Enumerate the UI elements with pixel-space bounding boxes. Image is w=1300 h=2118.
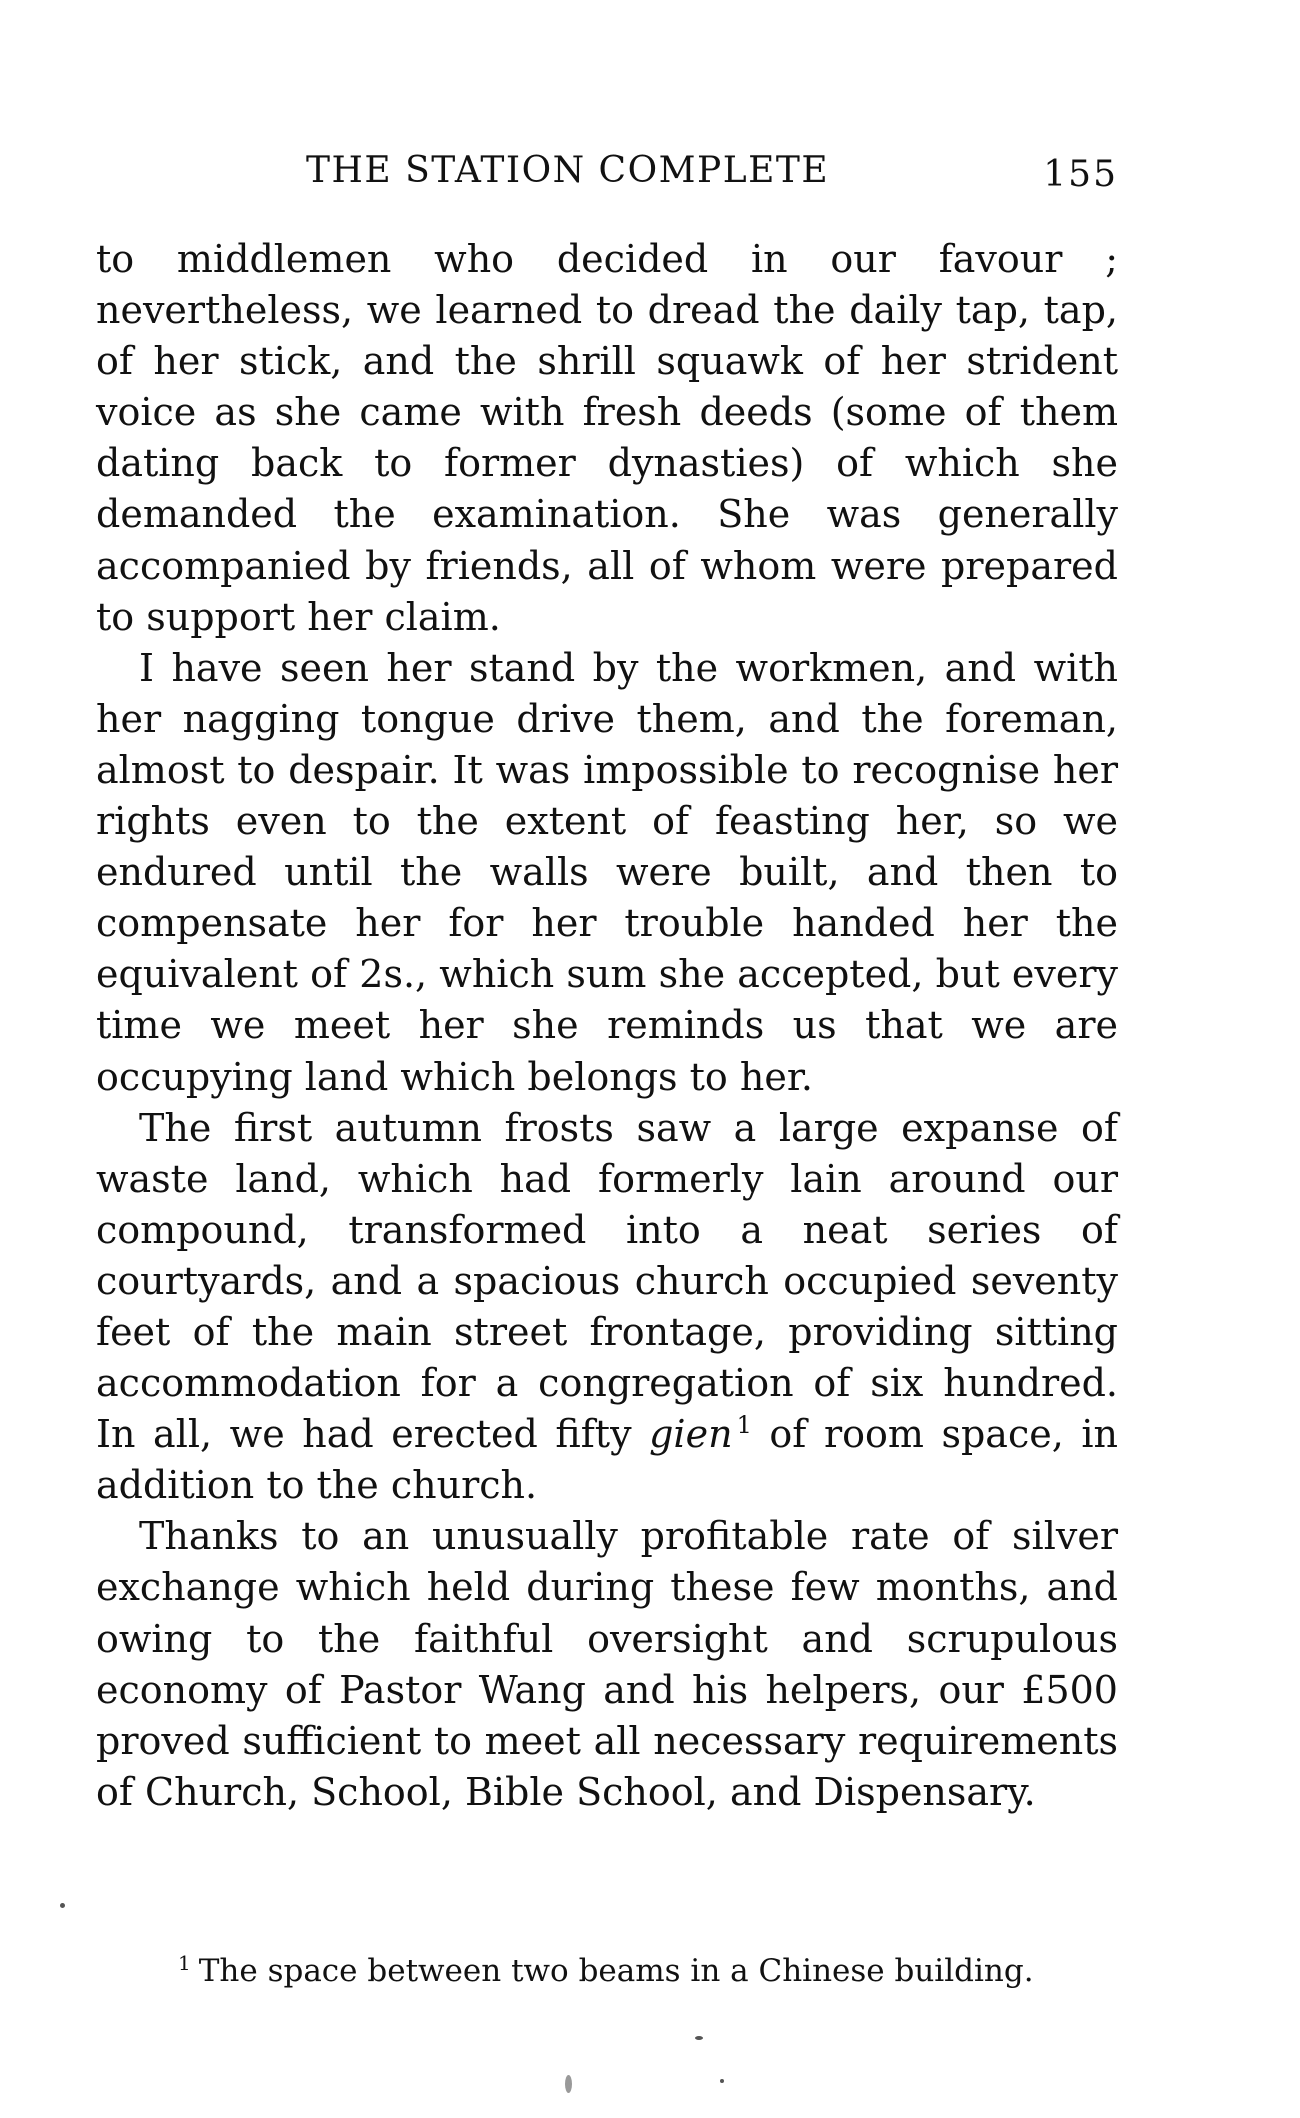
footnote [178, 1951, 1058, 1991]
paragraph-4: Thanks to an unusually profitable rate of silver exchange which held during these few months, and owing to the faithful oversight and scrupulous economy of Pastor Wang and his helpers, our £500 proved sufficient to meet all necessary requirements of Church, School, Bible School, and Dispensary. [96, 1514, 1118, 1814]
paragraph-1: to middlemen who decided in our favour ; nevertheless, we learned to dread the daily tap, tap, of her stick, and the shrill squawk of her strident voice as she came with fresh deeds (some of them dating back to former dynasties) of which she demanded the examination. She was generally accompanied by friends, all of whom were prepared to support her claim. [96, 237, 1118, 639]
footnote-reference: 1 [736, 1411, 752, 1440]
paragraph-2: I have seen her stand by the workmen, and with her nagging tongue drive them, and the foreman, almost to despair. It was impossible to recognise her rights even to the extent of feasting her, so we endured until the walls were built, and then to compensate her for her trouble handed her the equivalent of 2s., which sum she accepted, but every time we meet her she reminds us that we are occupying land which belongs to her. [96, 645, 1118, 1099]
body-text [96, 234, 1118, 1818]
paragraph-3-text-after: of room space, in addition to the church. [96, 1412, 1119, 1508]
paragraph-3-text-before: The first autumn frosts saw a large expanse of waste land, which had formerly lain around our compound, transformed into a neat series of courtyards, and a spacious church occupied seventy feet of the main street frontage, providing sitting accommodation for a congregation of six hundred. In all, we had erected fifty [96, 1105, 1118, 1457]
scan-speck [565, 2075, 572, 2093]
scan-speck [695, 2036, 703, 2040]
page-number: 155 [1043, 154, 1118, 195]
footnote-marker: 1 [178, 1951, 191, 1975]
scan-speck [720, 2079, 724, 2083]
footnote-text: The space between two beams in a Chinese building. [198, 1953, 1034, 1989]
paragraph-3 [96, 1103, 1118, 1512]
italic-term: gien [649, 1412, 733, 1457]
scan-speck [60, 1903, 65, 1908]
page-header [96, 150, 1118, 202]
running-head: THE STATION COMPLETE [306, 150, 830, 191]
